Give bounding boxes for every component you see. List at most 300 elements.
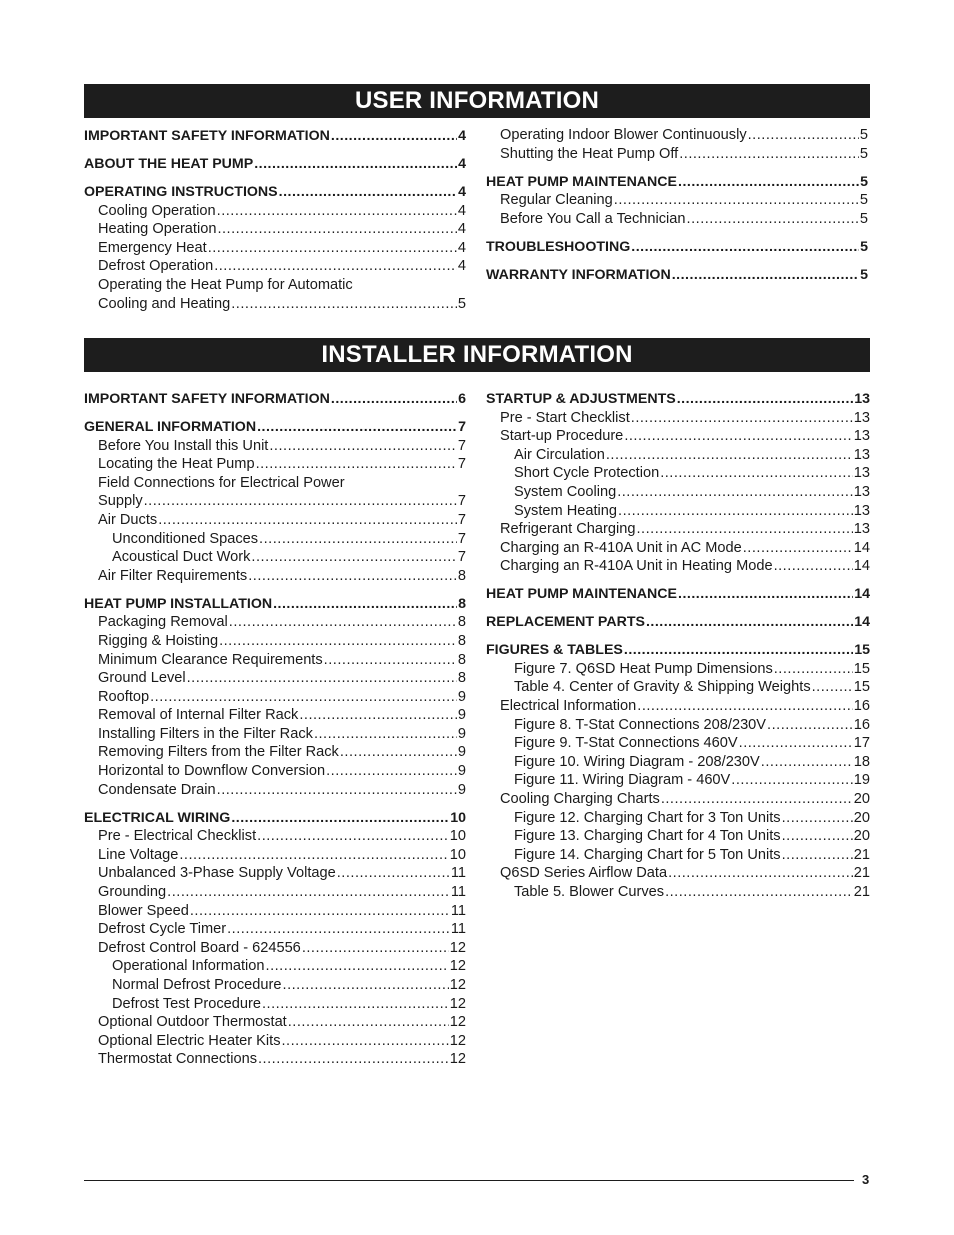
toc-entry	[486, 126, 868, 145]
toc-page-number: 5	[859, 145, 868, 162]
toc-page-number: 7	[457, 530, 466, 547]
toc-page-number: 8	[458, 595, 466, 612]
toc-page-number: 14	[854, 586, 870, 603]
toc-page-number: 12	[449, 976, 466, 993]
toc-page-number: 20	[853, 791, 870, 808]
page-number: 3	[862, 1172, 870, 1187]
toc-entry-title: Horizontal to Downflow Conversion	[98, 763, 326, 780]
toc-entry-title: GENERAL INFORMATION	[84, 418, 257, 435]
toc-section-heading	[486, 238, 868, 257]
toc-dot-leader	[283, 976, 449, 995]
toc-entry-title: Condensate Drain	[98, 781, 216, 798]
toc-entry	[486, 483, 870, 502]
toc-dot-leader	[158, 511, 457, 530]
toc-entry-title: Defrost Cycle Timer	[98, 921, 227, 938]
toc-dot-leader	[227, 920, 450, 939]
toc-entry	[84, 781, 466, 800]
toc-dot-leader	[257, 827, 449, 846]
toc-page-number: 5	[860, 238, 868, 255]
toc-dot-leader	[748, 126, 859, 145]
toc-entry	[84, 530, 466, 549]
toc-section-heading	[84, 183, 466, 202]
toc-page-number: 13	[853, 428, 870, 445]
toc-dot-leader	[672, 266, 859, 285]
toc-dot-leader	[631, 238, 859, 257]
toc-entry	[84, 957, 466, 976]
toc-entry	[84, 1050, 466, 1069]
toc-dot-leader	[617, 483, 853, 502]
toc-page-number: 7	[458, 418, 466, 435]
toc-dot-leader	[150, 688, 457, 707]
toc-entry	[486, 191, 868, 210]
toc-dot-leader	[266, 957, 449, 976]
toc-entry	[84, 437, 466, 456]
footer-divider	[84, 1180, 854, 1181]
toc-section-heading	[84, 155, 466, 174]
toc-entry	[84, 548, 466, 567]
toc-dot-leader	[229, 613, 457, 632]
toc-dot-leader	[190, 902, 450, 921]
toc-dot-leader	[257, 418, 457, 437]
toc-entry	[84, 1032, 466, 1051]
toc-entry	[486, 809, 870, 828]
toc-section-heading	[84, 390, 466, 409]
toc-entry-title: Figure 9. T-Stat Connections 460V	[514, 735, 738, 752]
toc-page-number: 7	[457, 437, 466, 454]
toc-entry-title: Shutting the Heat Pump Off	[500, 145, 679, 162]
toc-page-number: 21	[853, 884, 870, 901]
toc-entry-title: System Cooling	[514, 483, 617, 500]
toc-dot-leader	[340, 743, 457, 762]
toc-entry	[486, 502, 870, 521]
toc-dot-leader	[217, 781, 457, 800]
toc-entry	[486, 827, 870, 846]
toc-entry-title: Before You Install this Unit	[98, 437, 269, 454]
toc-entry	[486, 678, 870, 697]
toc-entry	[84, 995, 466, 1014]
toc-page-number: 5	[859, 127, 868, 143]
toc-entry	[84, 295, 466, 314]
toc-dot-leader	[167, 883, 450, 902]
user-toc-right-column	[486, 126, 868, 284]
toc-page-number: 13	[853, 465, 870, 482]
toc-page-number: 9	[457, 725, 466, 742]
toc-dot-leader	[678, 173, 859, 192]
toc-entry-title: Emergency Heat	[98, 239, 207, 256]
toc-entry-title: Table 5. Blower Curves	[514, 884, 665, 901]
toc-page-number: 10	[450, 809, 466, 826]
toc-page-number: 14	[853, 539, 870, 556]
toc-dot-leader	[282, 1032, 449, 1051]
toc-entry-title: Heating Operation	[98, 221, 217, 238]
toc-dot-leader	[231, 809, 449, 828]
toc-entry	[486, 734, 870, 753]
toc-entry	[486, 697, 870, 716]
toc-entry-title: Charging an R-410A Unit in Heating Mode	[500, 558, 773, 575]
toc-page-number: 7	[457, 456, 466, 473]
toc-entry	[84, 827, 466, 846]
toc-dot-leader	[761, 753, 853, 772]
toc-entry-title: Charging an R-410A Unit in AC Mode	[500, 539, 742, 556]
toc-page-number: 4	[457, 221, 466, 238]
toc-entry	[84, 492, 466, 511]
toc-entry	[486, 660, 870, 679]
toc-page-number: 11	[450, 921, 466, 938]
toc-dot-leader	[782, 827, 853, 846]
toc-dot-leader	[251, 548, 456, 567]
toc-entry	[486, 771, 870, 790]
toc-entry-title: Cooling and Heating	[98, 295, 231, 312]
toc-dot-leader	[208, 239, 457, 258]
toc-dot-leader	[624, 427, 852, 446]
toc-dot-leader	[217, 202, 457, 221]
toc-entry	[84, 706, 466, 725]
toc-page-number: 21	[853, 865, 870, 882]
toc-entry	[84, 257, 466, 276]
toc-entry	[84, 632, 466, 651]
toc-dot-leader	[302, 939, 449, 958]
toc-entry	[84, 939, 466, 958]
toc-section-heading	[486, 585, 870, 604]
toc-page-number: 9	[457, 707, 466, 724]
toc-entry-title: Ground Level	[98, 670, 186, 687]
toc-dot-leader	[631, 409, 853, 428]
toc-dot-leader	[314, 725, 457, 744]
toc-entry-title: IMPORTANT SAFETY INFORMATION	[84, 128, 330, 144]
toc-dot-leader	[326, 762, 457, 781]
toc-dot-leader	[679, 145, 859, 164]
toc-entry	[84, 1013, 466, 1032]
toc-page-number: 7	[457, 549, 466, 566]
toc-dot-leader	[812, 678, 853, 697]
toc-entry	[486, 846, 870, 865]
toc-dot-leader	[743, 539, 853, 558]
toc-page-number: 16	[853, 716, 870, 733]
toc-dot-leader	[782, 846, 853, 865]
toc-dot-leader	[337, 864, 450, 883]
toc-entry	[486, 539, 870, 558]
toc-dot-leader	[324, 651, 457, 670]
toc-entry	[84, 202, 466, 221]
toc-dot-leader	[331, 127, 457, 146]
toc-entry-title: Cooling Charging Charts	[500, 791, 660, 808]
toc-dot-leader	[269, 437, 457, 456]
toc-entry-title: Operational Information	[112, 958, 265, 975]
toc-entry	[84, 864, 466, 883]
toc-dot-leader	[179, 846, 448, 865]
toc-entry	[84, 846, 466, 865]
toc-page-number: 14	[853, 558, 870, 575]
toc-page-number: 15	[853, 679, 870, 696]
toc-entry	[84, 669, 466, 688]
toc-entry-title: Regular Cleaning	[500, 192, 613, 209]
toc-page-number: 12	[449, 939, 466, 956]
toc-entry-title: Start-up Procedure	[500, 428, 624, 445]
toc-page-number: 11	[450, 884, 466, 901]
toc-entry-title: OPERATING INSTRUCTIONS	[84, 183, 278, 200]
toc-dot-leader	[262, 995, 449, 1014]
toc-dot-leader	[661, 790, 853, 809]
toc-entry-title: Refrigerant Charging	[500, 521, 636, 538]
toc-page-number: 9	[457, 781, 466, 798]
toc-entry	[84, 220, 466, 239]
toc-entry-title: Operating the Heat Pump for Automatic	[98, 276, 353, 293]
toc-entry-title: Line Voltage	[98, 846, 179, 863]
toc-dot-leader	[331, 390, 457, 409]
toc-page-number: 12	[449, 958, 466, 975]
toc-page-number: 13	[853, 502, 870, 519]
toc-page-number: 18	[853, 753, 870, 770]
toc-entry-title: Before You Call a Technician	[500, 210, 686, 227]
toc-entry-title: Grounding	[98, 884, 167, 901]
toc-dot-leader	[774, 660, 853, 679]
toc-page-number: 10	[449, 846, 466, 863]
toc-dot-leader	[731, 771, 852, 790]
toc-entry-title: Normal Defrost Procedure	[112, 976, 282, 993]
toc-dot-leader	[256, 455, 457, 474]
toc-page-number: 19	[853, 772, 870, 789]
installer-information-banner	[84, 338, 870, 372]
toc-dot-leader	[273, 595, 457, 614]
toc-entry-title: Blower Speed	[98, 902, 189, 919]
toc-entry-title: Figure 7. Q6SD Heat Pump Dimensions	[514, 660, 773, 677]
toc-dot-leader	[231, 295, 457, 314]
toc-page-number: 21	[853, 846, 870, 863]
toc-page-number: 17	[853, 735, 870, 752]
toc-page-number: 15	[854, 642, 870, 659]
toc-dot-leader	[279, 183, 457, 202]
toc-page-number: 12	[449, 1032, 466, 1049]
toc-page-number: 4	[457, 258, 466, 275]
toc-entry-title: Field Connections for Electrical Power	[98, 474, 345, 491]
toc-page-number: 13	[853, 521, 870, 538]
toc-page-number: 14	[854, 614, 870, 631]
toc-entry-title: Defrost Operation	[98, 258, 214, 275]
toc-entry-title: Air Circulation	[514, 446, 605, 463]
toc-entry	[84, 455, 466, 474]
toc-entry-title: Installing Filters in the Filter Rack	[98, 725, 313, 742]
toc-page-number: 12	[449, 1014, 466, 1031]
toc-entry-title: Q6SD Series Airflow Data	[500, 865, 668, 882]
toc-entry	[486, 145, 868, 164]
toc-entry	[84, 613, 466, 632]
toc-entry	[486, 864, 870, 883]
toc-entry-title: Short Cycle Protection	[514, 465, 660, 482]
toc-section-heading	[486, 641, 870, 660]
toc-dot-leader	[219, 632, 457, 651]
toc-entry-title: System Heating	[514, 502, 618, 519]
toc-entry-title: Optional Electric Heater Kits	[98, 1032, 281, 1049]
toc-section-heading	[84, 595, 466, 614]
toc-page-number: 5	[859, 210, 868, 227]
toc-entry-title: ELECTRICAL WIRING	[84, 809, 231, 826]
toc-entry	[84, 511, 466, 530]
toc-entry	[486, 790, 870, 809]
toc-page-number: 5	[860, 173, 868, 190]
toc-dot-leader	[636, 520, 852, 539]
toc-page-number: 16	[853, 698, 870, 715]
toc-entry-title: TROUBLESHOOTING	[486, 238, 631, 255]
toc-section-heading	[84, 418, 466, 437]
toc-entry-title: Removal of Internal Filter Rack	[98, 707, 299, 724]
toc-entry-title: Rooftop	[98, 688, 150, 705]
toc-entry-title: Locating the Heat Pump	[98, 456, 255, 473]
toc-page-number: 8	[457, 614, 466, 631]
toc-dot-leader	[214, 257, 457, 276]
toc-dot-leader	[767, 716, 853, 735]
toc-entry-title: Figure 13. Charging Chart for 4 Ton Units	[514, 828, 781, 845]
toc-entry	[84, 688, 466, 707]
toc-page-number: 9	[457, 763, 466, 780]
toc-dot-leader	[665, 883, 853, 902]
toc-dot-leader	[259, 530, 457, 549]
toc-entry-title: Removing Filters from the Filter Rack	[98, 744, 339, 761]
toc-page-number: 10	[449, 828, 466, 845]
toc-entry	[486, 753, 870, 772]
toc-entry-title: Thermostat Connections	[98, 1051, 257, 1068]
toc-entry-title: Acoustical Duct Work	[112, 549, 251, 566]
toc-entry	[84, 474, 466, 493]
toc-page-number: 4	[457, 239, 466, 256]
toc-page-number: 13	[854, 391, 870, 407]
toc-entry	[486, 883, 870, 902]
toc-entry-title: Rigging & Hoisting	[98, 632, 219, 649]
toc-page-number: 8	[457, 651, 466, 668]
toc-dot-leader	[606, 446, 853, 465]
toc-entry-title: Operating Indoor Blower Continuously	[500, 127, 747, 143]
toc-entry-title: Pre - Start Checklist	[500, 409, 630, 426]
toc-entry-title: Defrost Test Procedure	[112, 995, 261, 1012]
toc-entry-title: Figure 11. Wiring Diagram - 460V	[514, 772, 731, 789]
toc-entry	[84, 762, 466, 781]
toc-dot-leader	[254, 155, 457, 174]
toc-entry-title: STARTUP & ADJUSTMENTS	[486, 391, 676, 407]
toc-page-number: 9	[457, 688, 466, 705]
toc-entry	[84, 725, 466, 744]
toc-entry-title: Air Ducts	[98, 511, 158, 528]
toc-entry	[486, 409, 870, 428]
toc-page-number: 5	[457, 295, 466, 312]
toc-page-number: 7	[457, 511, 466, 528]
toc-dot-leader	[624, 641, 853, 660]
toc-entry-title: HEAT PUMP MAINTENANCE	[486, 586, 678, 603]
toc-dot-leader	[144, 492, 457, 511]
toc-dot-leader	[668, 864, 853, 883]
toc-dot-leader	[288, 1013, 449, 1032]
toc-page-number: 15	[853, 660, 870, 677]
toc-entry-title: Cooling Operation	[98, 202, 216, 219]
toc-page-number: 4	[458, 128, 466, 144]
toc-entry-title: Figure 10. Wiring Diagram - 208/230V	[514, 753, 760, 770]
toc-entry-title: Unbalanced 3-Phase Supply Voltage	[98, 865, 336, 882]
toc-entry-title: WARRANTY INFORMATION	[486, 266, 671, 283]
toc-page-number: 12	[449, 995, 466, 1012]
toc-section-heading	[84, 809, 466, 828]
toc-entry	[486, 716, 870, 735]
toc-page-number: 8	[457, 632, 466, 649]
toc-page-number: 8	[457, 567, 466, 584]
toc-entry-title: Electrical Information	[500, 698, 637, 715]
toc-entry	[486, 557, 870, 576]
installer-information-title: INSTALLER INFORMATION	[321, 341, 633, 368]
toc-entry	[84, 567, 466, 586]
toc-entry	[84, 743, 466, 762]
toc-entry	[486, 520, 870, 539]
toc-dot-leader	[187, 669, 457, 688]
toc-entry-title: Packaging Removal	[98, 614, 228, 631]
toc-entry	[486, 446, 870, 465]
toc-page-number: 9	[457, 744, 466, 761]
toc-entry-title: Table 4. Center of Gravity & Shipping Weights	[514, 679, 811, 696]
toc-section-heading	[486, 266, 868, 285]
toc-section-heading	[84, 127, 466, 146]
toc-page-number: 13	[853, 446, 870, 463]
installer-toc-right-column	[486, 390, 870, 902]
toc-dot-leader	[217, 220, 456, 239]
toc-entry	[486, 210, 868, 229]
toc-entry-title: IMPORTANT SAFETY INFORMATION	[84, 391, 330, 407]
toc-entry-title: Figure 12. Charging Chart for 3 Ton Units	[514, 809, 781, 826]
user-information-title: USER INFORMATION	[354, 87, 600, 114]
installer-toc-left-column	[84, 390, 466, 1069]
toc-dot-leader	[687, 210, 859, 229]
user-toc-left-column	[84, 127, 466, 313]
toc-page-number: 5	[859, 192, 868, 209]
toc-entry-title: HEAT PUMP MAINTENANCE	[486, 173, 678, 190]
toc-page-number: 8	[457, 670, 466, 687]
toc-page-number: 20	[853, 809, 870, 826]
toc-dot-leader	[618, 502, 853, 521]
toc-entry	[84, 902, 466, 921]
toc-page-number: 5	[860, 266, 868, 283]
toc-page-number: 20	[853, 828, 870, 845]
toc-entry-title: Optional Outdoor Thermostat	[98, 1014, 287, 1031]
toc-entry	[486, 464, 870, 483]
toc-page-number: 12	[449, 1051, 466, 1068]
toc-entry-title: Figure 8. T-Stat Connections 208/230V	[514, 716, 767, 733]
toc-entry-title: Supply	[98, 493, 143, 510]
toc-dot-leader	[248, 567, 457, 586]
toc-entry-title: Figure 14. Charging Chart for 5 Ton Units	[514, 846, 781, 863]
toc-entry-title: FIGURES & TABLES	[486, 642, 623, 659]
toc-entry-title: REPLACEMENT PARTS	[486, 614, 645, 631]
toc-entry	[84, 651, 466, 670]
toc-dot-leader	[678, 585, 853, 604]
toc-dot-leader	[739, 734, 853, 753]
toc-dot-leader	[637, 697, 853, 716]
toc-dot-leader	[646, 613, 853, 632]
toc-dot-leader	[677, 390, 854, 409]
toc-entry	[486, 427, 870, 446]
toc-entry-title: Unconditioned Spaces	[112, 530, 259, 547]
toc-entry-title: Air Filter Requirements	[98, 567, 248, 584]
toc-entry	[84, 976, 466, 995]
toc-page-number: 13	[853, 483, 870, 500]
toc-page-number: 4	[458, 155, 466, 172]
toc-page-number: 6	[458, 391, 466, 407]
toc-entry-title: HEAT PUMP INSTALLATION	[84, 595, 273, 612]
toc-dot-leader	[782, 809, 853, 828]
toc-page-number: 7	[457, 493, 466, 510]
toc-entry	[84, 239, 466, 258]
toc-entry	[84, 920, 466, 939]
toc-section-heading	[486, 613, 870, 632]
toc-page-number: 11	[450, 865, 466, 882]
toc-entry-title: Pre - Electrical Checklist	[98, 828, 257, 845]
toc-page-number: 13	[853, 409, 870, 426]
toc-dot-leader	[299, 706, 457, 725]
toc-dot-leader	[774, 557, 853, 576]
